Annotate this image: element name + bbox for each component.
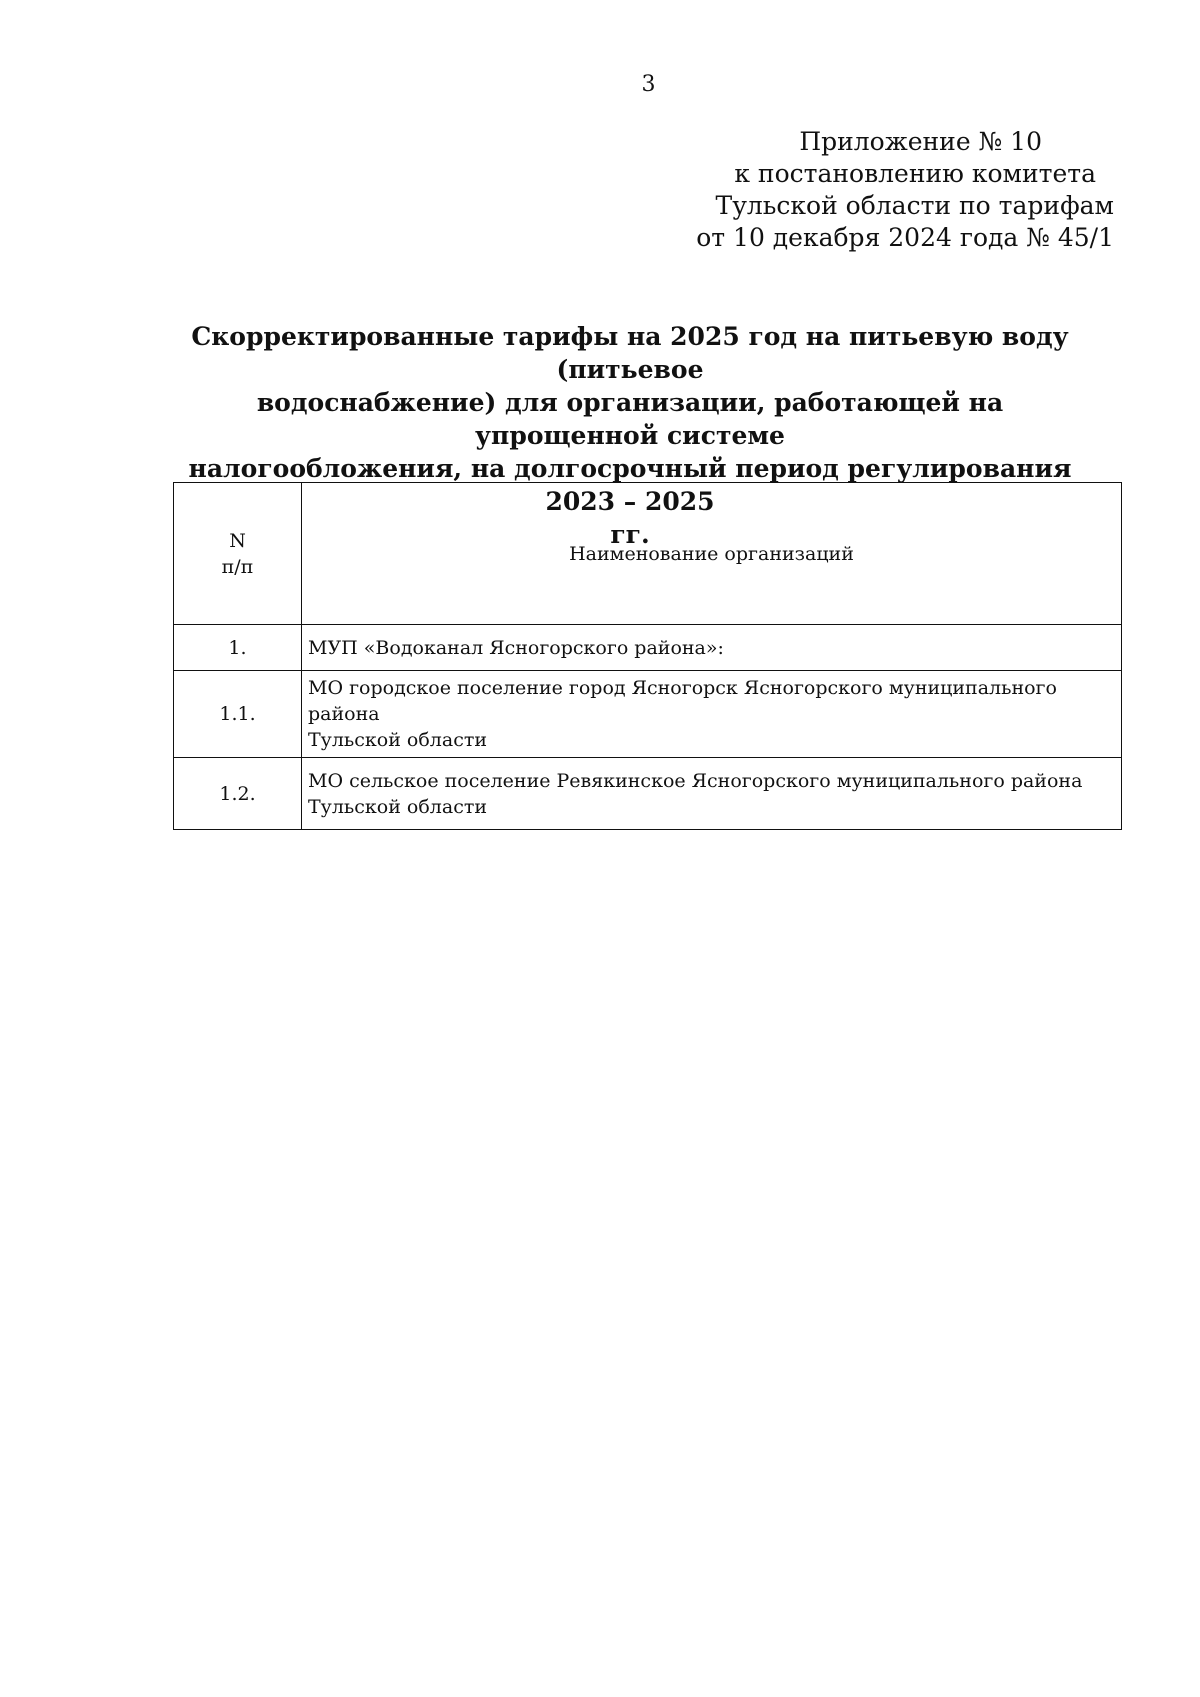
table-row — [174, 671, 1122, 758]
table-row — [174, 625, 1122, 671]
row-number: 1.2. — [174, 758, 302, 830]
appendix-line: Тульской области по тарифам — [715, 191, 1114, 220]
row-name-cell — [302, 625, 1122, 671]
row-name — [302, 671, 1121, 757]
row-name: МУП «Водоканал Ясногорского района»: — [308, 636, 724, 659]
row-name-cell — [302, 758, 1122, 830]
row-number: 1. — [174, 625, 302, 671]
row-name-cell — [302, 671, 1122, 758]
title-line: Скорректированные тарифы на 2025 год на питьевую воду (питьевое — [191, 322, 1069, 384]
header-number-sublabel: п/п — [221, 555, 254, 578]
row-name-line: Тульской области — [308, 729, 488, 751]
row-name-line: Тульской области — [308, 795, 488, 818]
row-name-line: МО городское поселение город Ясногорск Ясногорского муниципального района — [308, 677, 1057, 725]
table-row — [174, 758, 1122, 830]
title-line: водоснабжение) для организации, работающей на упрощенной системе — [256, 388, 1004, 450]
organizations-table — [173, 482, 1122, 830]
title-line: налогообложения, на долгосрочный период регулирования 2023 – 2025 — [188, 454, 1072, 516]
title-line: гг. — [610, 520, 650, 549]
page-number: 3 — [641, 72, 656, 97]
table-header-row — [174, 483, 1122, 625]
header-name-cell: Наименование организаций — [302, 483, 1122, 625]
row-name — [302, 764, 1121, 824]
row-name-line: МО сельское поселение Ревякинское Ясногорского муниципального района — [308, 769, 1083, 792]
appendix-line: от 10 декабря 2024 года № 45/1 — [696, 223, 1114, 252]
header-number-label: N — [229, 529, 246, 552]
appendix-line: к постановлению комитета — [734, 159, 1096, 188]
row-number: 1.1. — [174, 671, 302, 758]
header-number-cell — [174, 483, 302, 625]
appendix-block — [594, 126, 1114, 254]
appendix-line: Приложение № 10 — [799, 127, 1042, 156]
